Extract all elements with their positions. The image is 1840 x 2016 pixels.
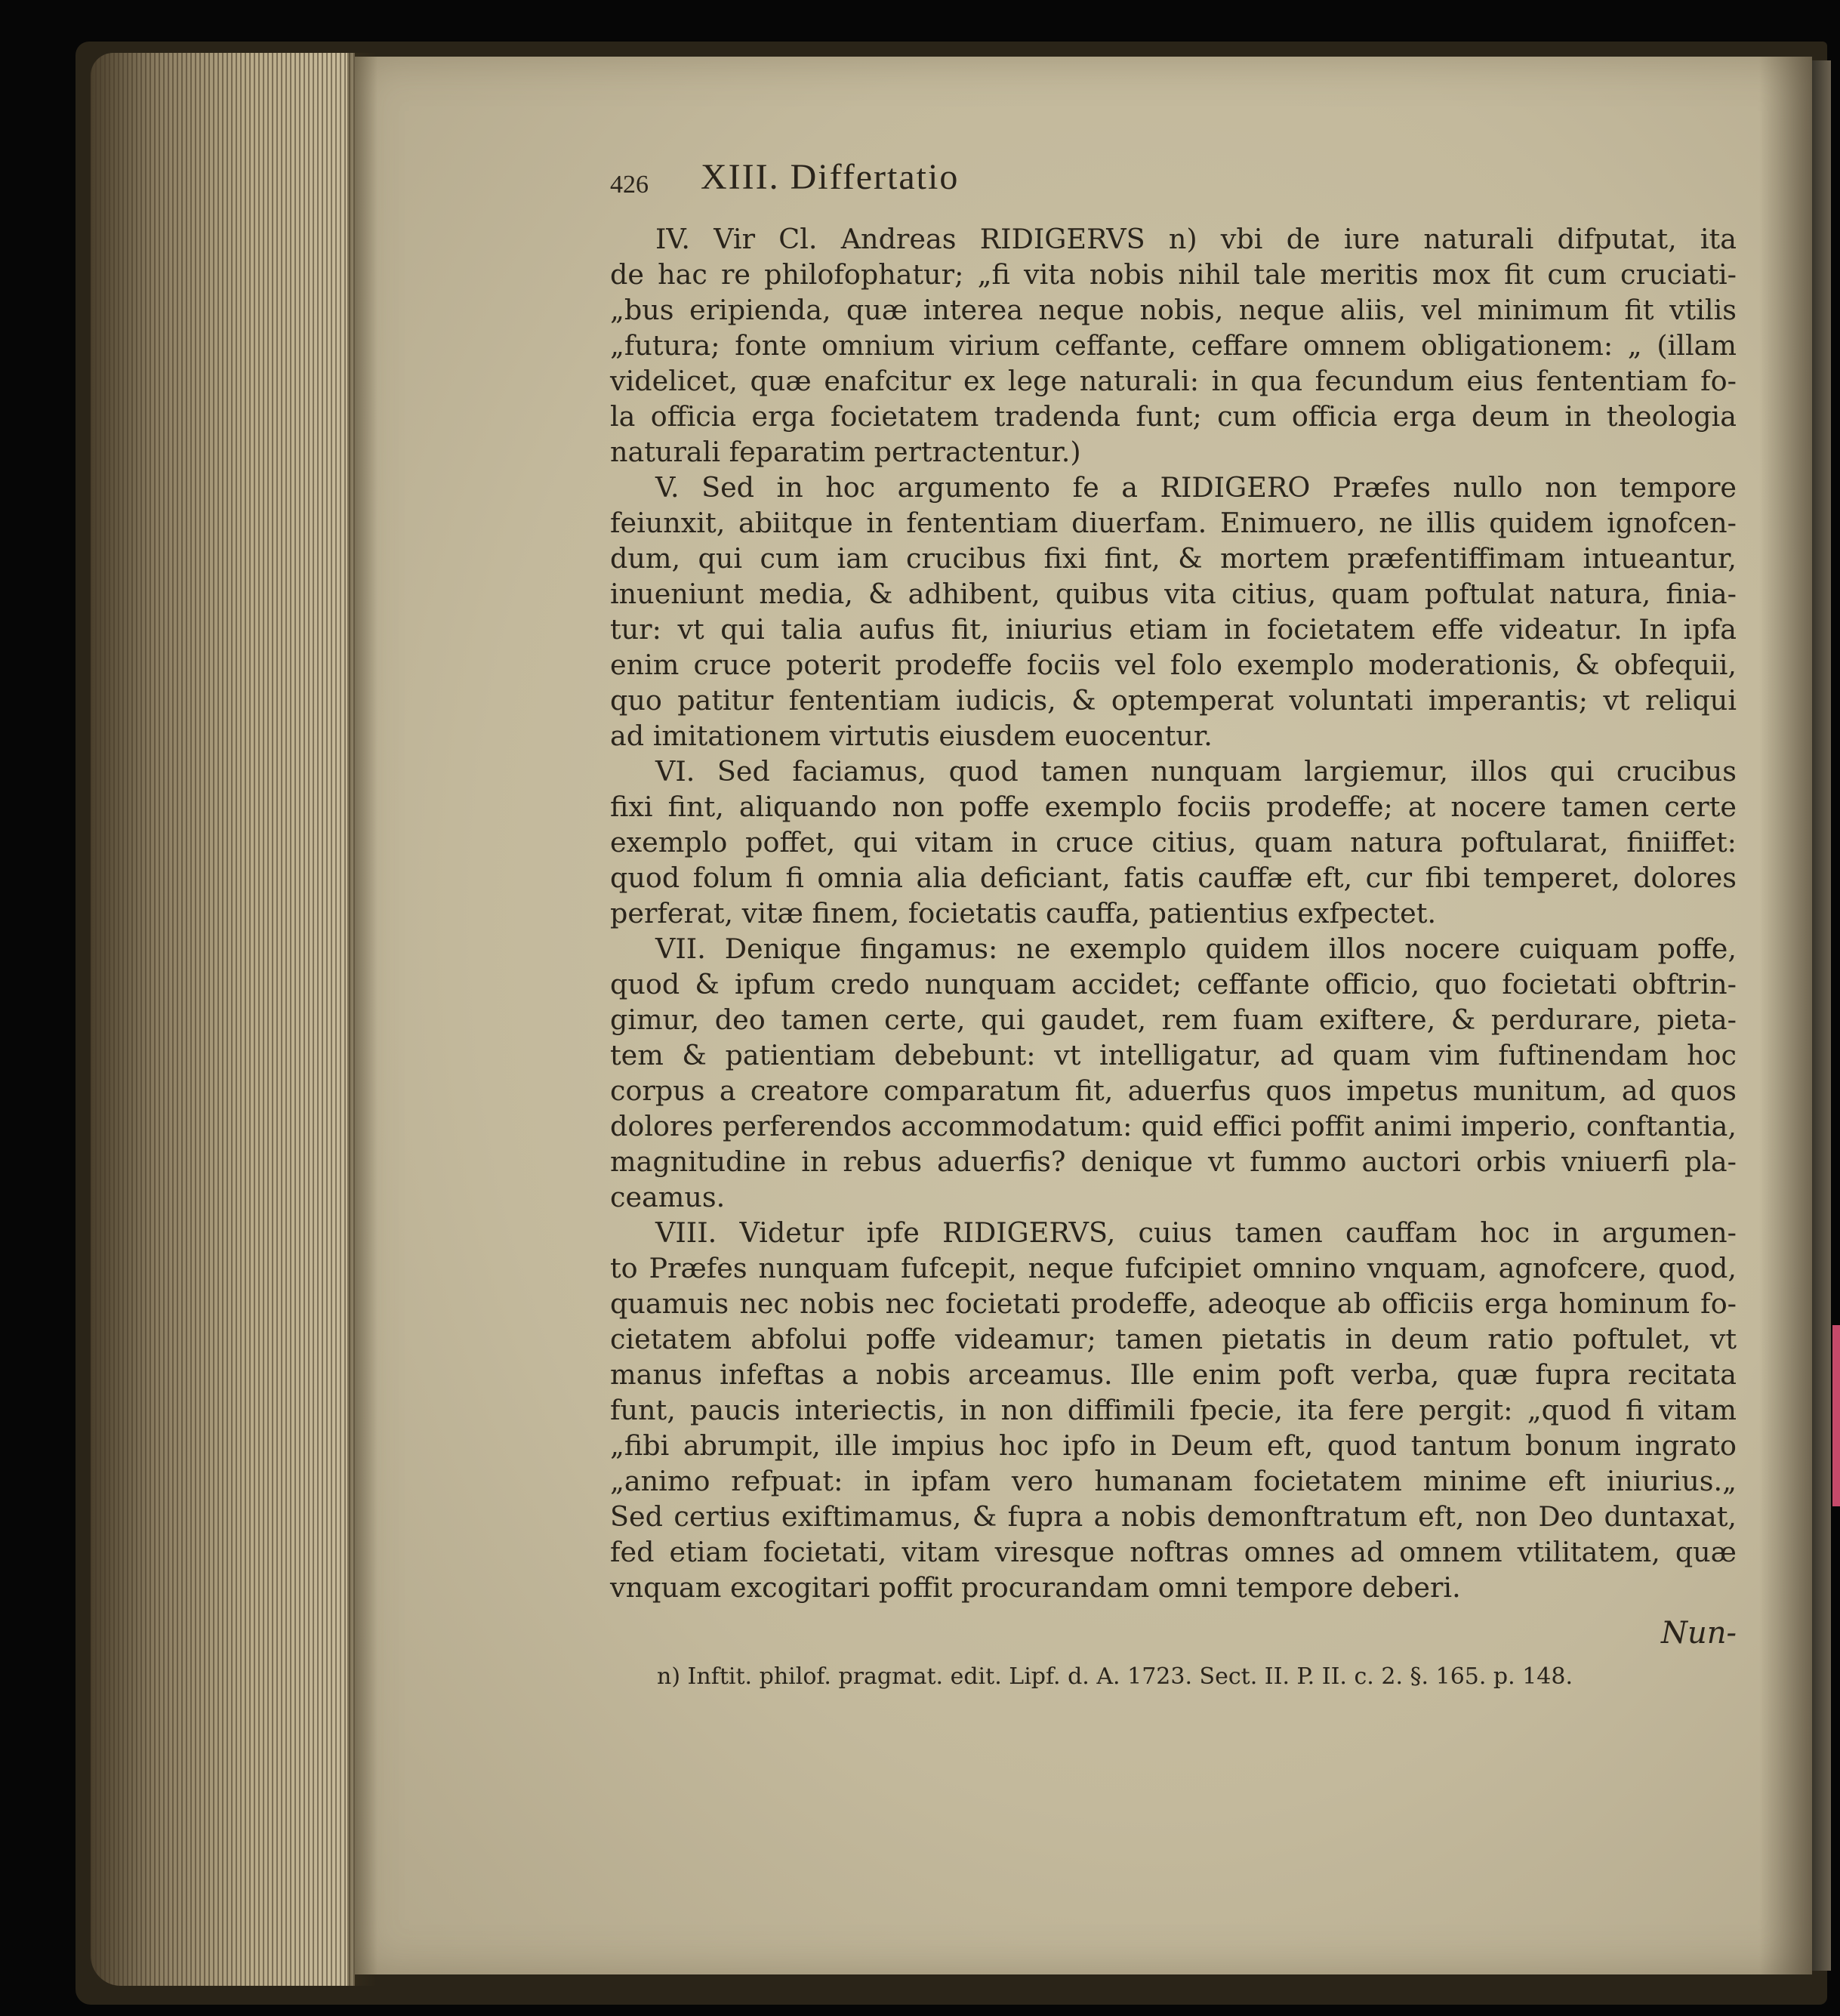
text-line: VIII. Videtur ipfe RIDIGERVS, cuius tamen cauffam hoc in argumen- <box>655 1216 1737 1249</box>
text-line: dum, qui cum iam crucibus fixi fint, & mortem præfentiffimam intueantur, <box>610 542 1737 575</box>
catchword: Nun- <box>1660 1616 1737 1651</box>
text-line: naturali feparatim pertractentur.) <box>610 436 1081 468</box>
text-line: manus infeftas a nobis arceamus. Ille enim poft verba, quæ fupra recitata <box>610 1358 1737 1391</box>
text-line: vnquam excogitari poffit procurandam omni tempore deberi. <box>610 1571 1461 1604</box>
text-line: quamuis nec nobis nec focietati prodeffe, adeoque ab officiis erga hominum fo- <box>610 1287 1737 1320</box>
running-header <box>610 157 1737 206</box>
text-line: ceamus. <box>610 1181 726 1213</box>
text-line: quo patitur fententiam iudicis, & optemperat voluntati imperantis; vt reliqui <box>610 684 1737 717</box>
text-line: magnitudine in rebus aduerfis? denique vt fummo auctori orbis vniuerfi pla- <box>610 1145 1737 1178</box>
footnote: n) Inftit. philof. pragmat. edit. Lipf. d. A. 1723. Sect. II. P. II. c. 2. §. 165. p. 148. <box>657 1663 1573 1690</box>
text-line: V. Sed in hoc argumento fe a RIDIGERO Præfes nullo non tempore <box>655 471 1737 504</box>
text-line: feiunxit, abiitque in fententiam diuerfam. Enimuero, ne illis quidem ignofcen- <box>610 507 1737 539</box>
text-line: „bus eripienda, quæ interea neque nobis, neque aliis, vel minimum fit vtilis <box>610 294 1737 326</box>
text-line: gimur, deo tamen certe, qui gaudet, rem fuam exiftere, & perdurare, pieta- <box>610 1003 1737 1036</box>
text-line: dolores perferendos accommodatum: quid effici poffit animi imperio, conftantia, <box>610 1110 1737 1142</box>
text-line: de hac re philofophatur; „fi vita nobis nihil tale meritis mox fit cum cruciati- <box>610 258 1737 291</box>
text-line: fed etiam focietati, vitam viresque noftras omnes ad omnem vtilitatem, quæ <box>610 1536 1737 1568</box>
text-line: „futura; fonte omnium virium ceffante, ceffare omnem obligationem: „ (illam <box>610 329 1737 362</box>
text-line: Sed certius exiftimamus, & fupra a nobis demonftratum eft, non Deo duntaxat, <box>610 1500 1737 1533</box>
text-line: inueniunt media, & adhibent, quibus vita citius, quam poftulat natura, finia- <box>610 578 1737 610</box>
text-line: corpus a creatore comparatum fit, aduerfus quos impetus munitum, ad quos <box>610 1074 1737 1107</box>
text-line: VII. Denique fingamus: ne exemplo quidem illos nocere cuiquam poffe, <box>655 932 1737 965</box>
text-line: funt, paucis interiectis, in non diffimili fpecie, ita fere pergit: „quod fi vitam <box>610 1394 1737 1426</box>
text-line: quod & ipfum credo nunquam accidet; ceffante officio, quo focietati obftrin- <box>610 968 1737 1000</box>
gutter-shadow <box>1759 57 1812 1974</box>
text-line: enim cruce poterit prodeffe fociis vel folo exemplo moderationis, & obfequii, <box>610 649 1737 681</box>
text-line: tur: vt qui talia aufus fit, iniurius etiam in focietatem effe videatur. In ipfa <box>610 613 1737 646</box>
text-line: IV. Vir Cl. Andreas RIDIGERVS n) vbi de iure naturali difputat, ita <box>655 223 1737 255</box>
text-line: fixi fint, aliquando non poffe exemplo fociis prodeffe; at nocere tamen certe <box>610 791 1737 823</box>
page-number: 426 <box>610 171 649 199</box>
body-text <box>610 221 1737 1605</box>
text-line: „fibi abrumpit, ille impius hoc ipfo in Deum eft, quod tantum bonum ingrato <box>610 1429 1737 1462</box>
text-block <box>610 157 1737 1694</box>
text-line: perferat, vitæ finem, focietatis cauffa, patientius exfpectet. <box>610 897 1437 929</box>
color-calibration-strip <box>1832 1325 1840 1506</box>
text-line: to Præfes nunquam fufcepit, neque fufcipiet omnino vnquam, agnofcere, quod, <box>610 1252 1737 1284</box>
text-line: VI. Sed faciamus, quod tamen nunquam largiemur, illos qui crucibus <box>655 755 1737 788</box>
text-line: cietatem abfolui poffe videamur; tamen pietatis in deum ratio poftulet, vt <box>610 1323 1737 1355</box>
text-line: quod folum fi omnia alia deficiant, fatis cauffæ eft, cur fibi temperet, dolores <box>610 862 1737 894</box>
spine-shadow <box>347 53 378 1986</box>
text-line: exemplo poffet, qui vitam in cruce citius, quam natura poftularat, finiiffet: <box>610 826 1737 858</box>
page-title: XIII. Differtatio <box>701 157 960 197</box>
text-line: la officia erga focietatem tradenda funt; cum officia erga deum in theologia <box>610 400 1737 433</box>
text-line: „animo refpuat: in ipfam vero humanam focietatem minime eft iniurius.„ <box>610 1465 1737 1497</box>
page-edges <box>91 53 355 1986</box>
text-line: tem & patientiam debebunt: vt intelligatur, ad quam vim fuftinendam hoc <box>610 1039 1737 1071</box>
text-line: videlicet, quæ enafcitur ex lege naturali: in qua fecundum eius fententiam fo- <box>610 365 1737 397</box>
text-line: ad imitationem virtutis eiusdem euocentur. <box>610 720 1213 752</box>
